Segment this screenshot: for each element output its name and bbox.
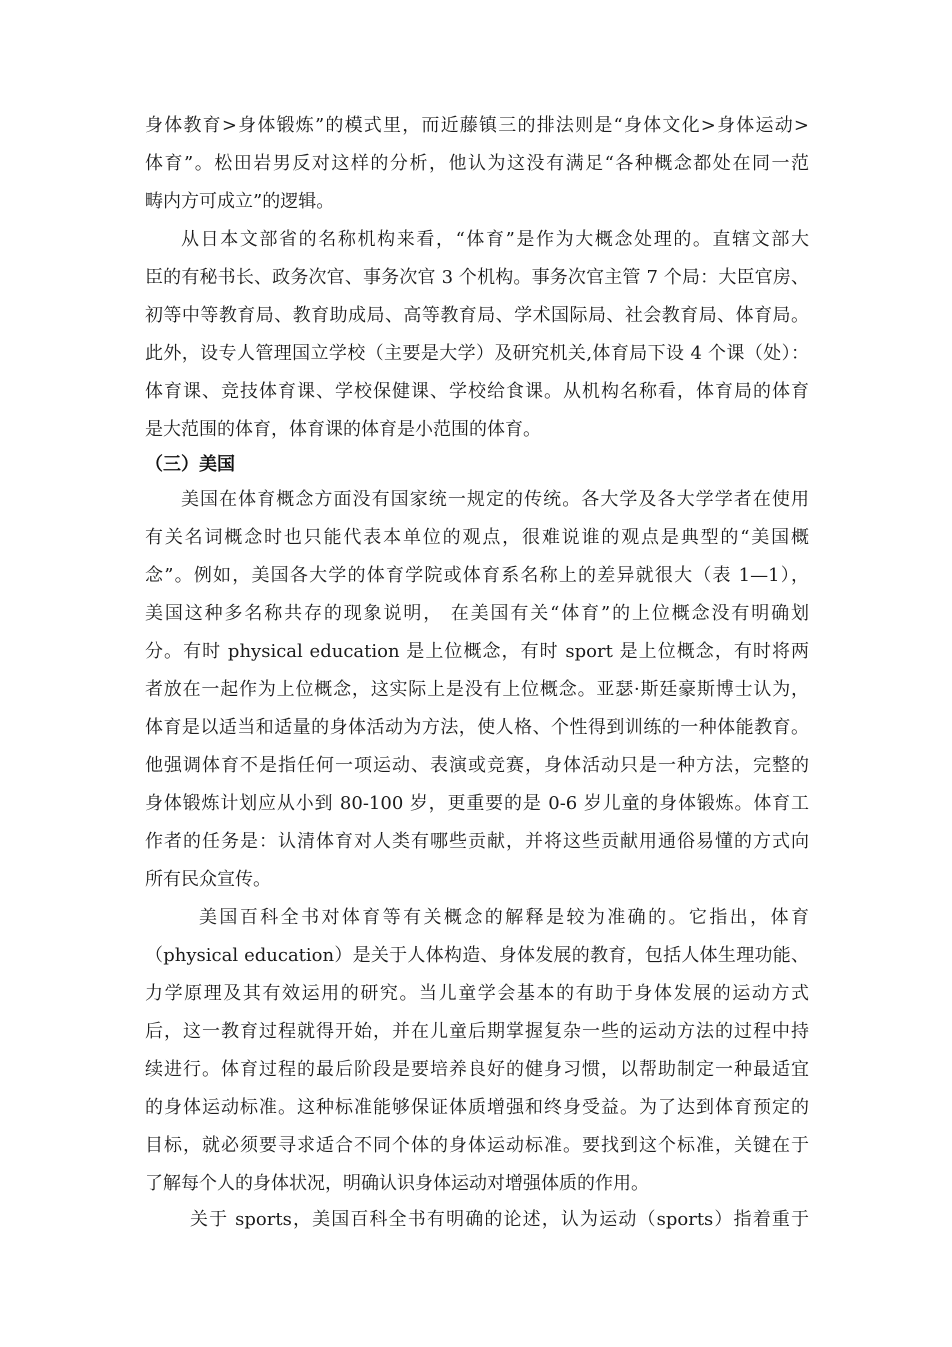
text-line: 目标，就必须要寻求适合不同个体的身体运动标准。要找到这个标准，关键在于	[145, 1135, 809, 1156]
text-line: 所有民众宣传。	[145, 869, 271, 890]
text-line: （physical education）是关于人体构造、身体发展的教育，包括人体生理功能、	[145, 945, 809, 966]
text-line: 作者的任务是：认清体育对人类有哪些贡献，并将这些贡献用通俗易懂的方式向	[145, 831, 809, 852]
text-line: 念”。例如，美国各大学的体育学院或体育系名称上的差异就很大（表 1—1），	[145, 565, 809, 586]
text-line: 是大范围的体育，体育课的体育是小范围的体育。	[145, 419, 541, 440]
text-line: 体育”。松田岩男反对这样的分析，他认为这没有满足“各种概念都处在同一范	[145, 153, 809, 174]
text-line: 臣的有秘书长、政务次官、事务次官 3 个机构。事务次官主管 7 个局：大臣官房、	[145, 267, 809, 288]
text-line: 分。有时 physical education 是上位概念，有时 sport 是上位概念，有时将两	[145, 641, 809, 662]
text-line: 体育课、竞技体育课、学校保健课、学校给食课。从机构名称看，体育局的体育	[145, 381, 809, 402]
text-line: 美国在体育概念方面没有国家统一规定的传统。各大学及各大学学者在使用	[181, 489, 809, 510]
text-line: 的身体运动标准。这种标准能够保证体质增强和终身受益。为了达到体育预定的	[145, 1097, 809, 1118]
text-line: 从日本文部省的名称机构来看，“体育”是作为大概念处理的。直辖文部大	[181, 229, 809, 250]
text-line: 后，这一教育过程就得开始，并在儿童后期掌握复杂一些的运动方法的过程中持	[145, 1021, 809, 1042]
text-line: 此外，设专人管理国立学校（主要是大学）及研究机关,体育局下设 4 个课（处）：	[145, 343, 809, 364]
text-line: 他强调体育不是指任何一项运动、表演或竞赛，身体活动只是一种方法，完整的	[145, 755, 809, 776]
text-line: 畴内方可成立”的逻辑。	[145, 191, 335, 212]
text-line: 了解每个人的身体状况，明确认识身体运动对增强体质的作用。	[145, 1173, 649, 1194]
text-line: 体育是以适当和适量的身体活动为方法，使人格、个性得到训练的一种体能教育。	[145, 717, 809, 738]
text-line: 有关名词概念时也只能代表本单位的观点，很难说谁的观点是典型的“美国概	[145, 527, 809, 548]
text-line: 身体锻炼计划应从小到 80-100 岁，更重要的是 0-6 岁儿童的身体锻炼。体育工	[145, 793, 809, 814]
text-line: 身体教育>身体锻炼”的模式里，而近藤镇三的排法则是“身体文化>身体运动>	[145, 115, 809, 136]
text-line: 续进行。体育过程的最后阶段是要培养良好的健身习惯，以帮助制定一种最适宜	[145, 1059, 809, 1080]
section-heading: （三）美国	[145, 454, 235, 475]
text-line: 关于 sports，美国百科全书有明确的论述，认为运动（sports）指着重于	[190, 1209, 809, 1230]
text-line: 力学原理及其有效运用的研究。当儿童学会基本的有助于身体发展的运动方式	[145, 983, 809, 1004]
text-line: 者放在一起作为上位概念，这实际上是没有上位概念。亚瑟·斯廷豪斯博士认为，	[145, 679, 809, 700]
text-line: 初等中等教育局、教育助成局、高等教育局、学术国际局、社会教育局、体育局。	[145, 305, 809, 326]
text-line: 美国百科全书对体育等有关概念的解释是较为准确的。它指出，体育	[199, 907, 809, 928]
text-line: 美国这种多名称共存的现象说明， 在美国有关“体育”的上位概念没有明确划	[145, 603, 809, 624]
